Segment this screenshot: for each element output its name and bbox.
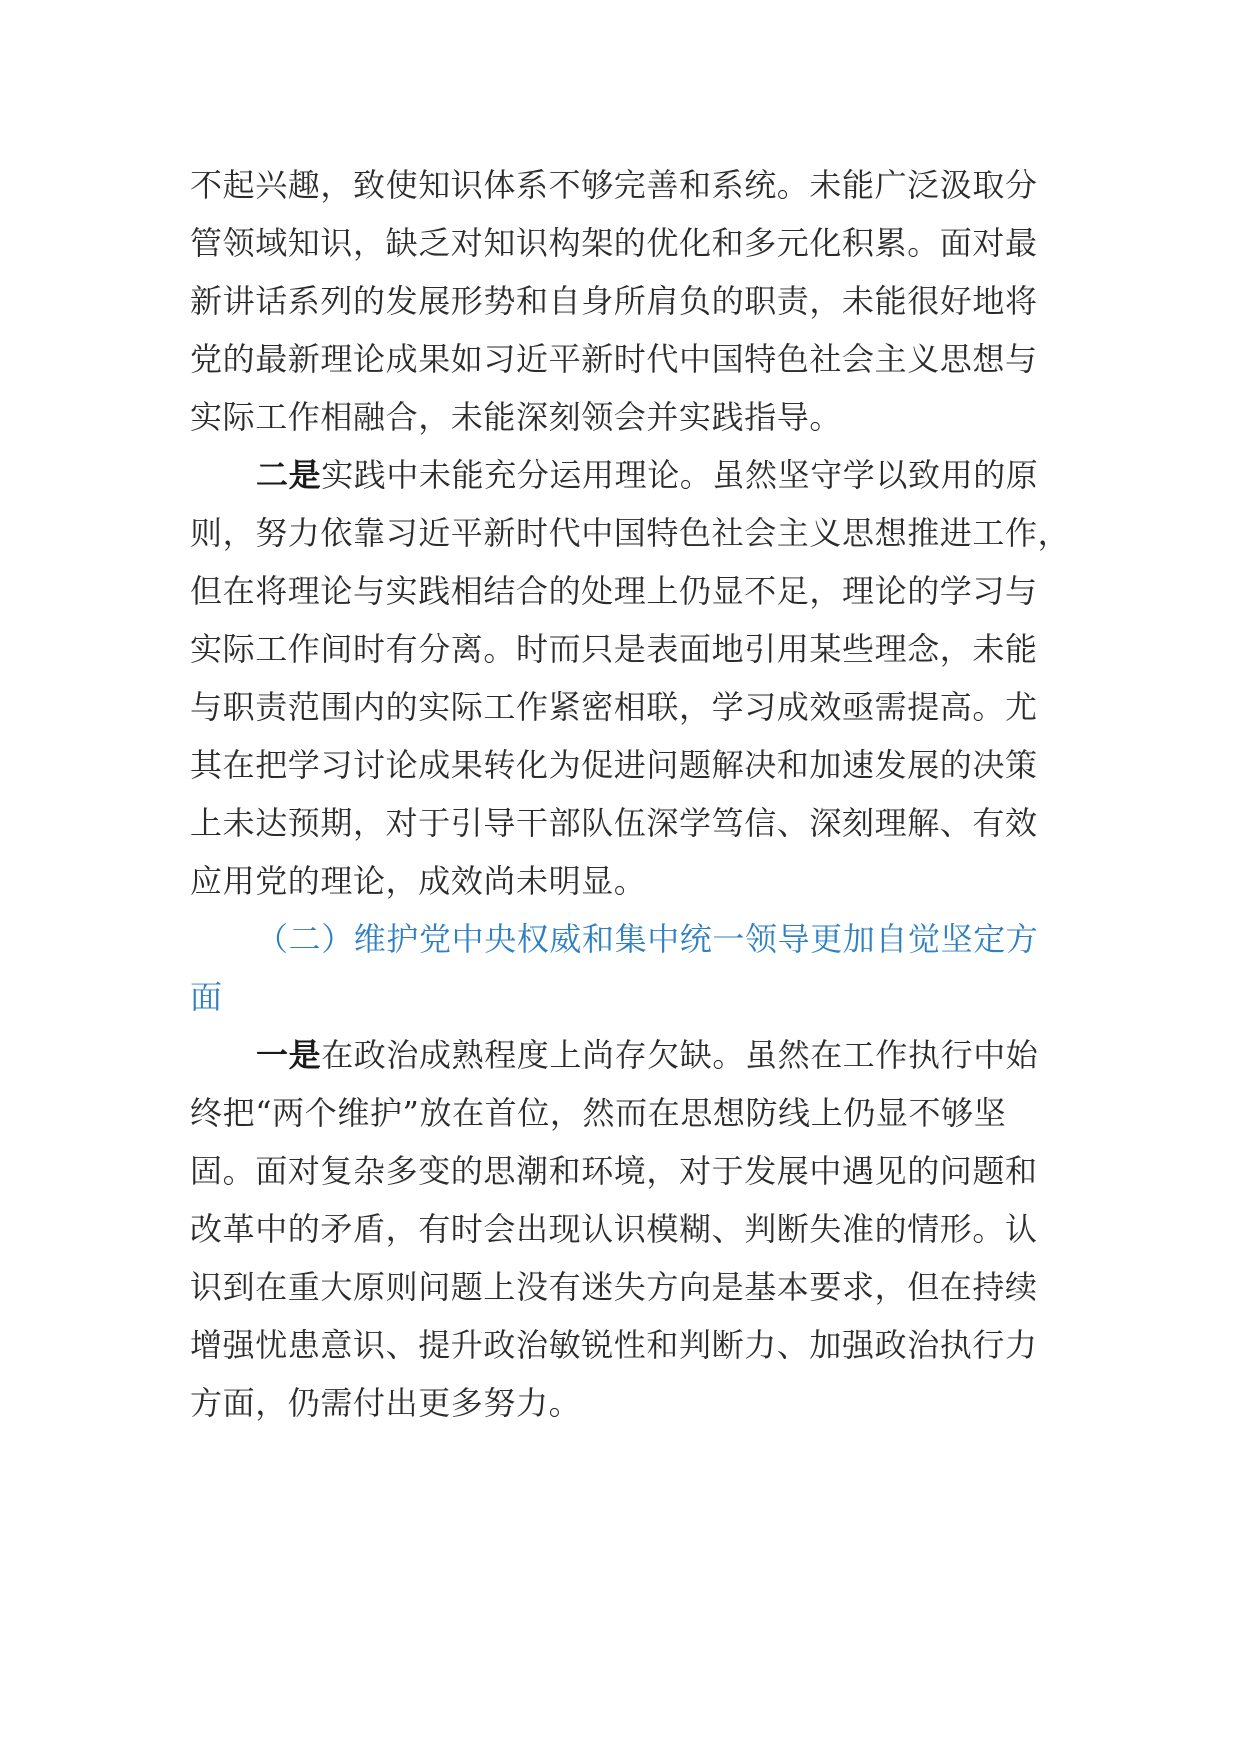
- section-heading-line2: 面: [190, 978, 223, 1016]
- paragraph1-line: 不起兴趣，致使知识体系不够完善和系统。未能广泛汲取分: [190, 166, 1038, 204]
- paragraph3-first-line-text: 在政治成熟程度上尚存欠缺。虽然在工作执行中始: [321, 1036, 1039, 1074]
- paragraph3-line: 改革中的矛盾，有时会出现认识模糊、判断失准的情形。认: [190, 1210, 1038, 1248]
- paragraph3-line: 固。面对复杂多变的思潮和环境，对于发展中遇见的问题和: [190, 1152, 1038, 1190]
- paragraph3-first-line: [256, 1035, 1038, 1075]
- paragraph3-line: 增强忧患意识、提升政治敏锐性和判断力、加强政治执行力: [190, 1326, 1038, 1364]
- paragraph1-line: 党的最新理论成果如习近平新时代中国特色社会主义思想与: [190, 340, 1038, 378]
- section-heading-line1: （二）维护党中央权威和集中统一领导更加自觉坚定方: [256, 920, 1039, 958]
- paragraph2-line: 应用党的理论，成效尚未明显。: [190, 862, 647, 900]
- paragraph2-line: 则，努力依靠习近平新时代中国特色社会主义思想推进工作，: [190, 514, 1071, 552]
- paragraph2-first-line: [256, 455, 1038, 495]
- paragraph2-line: 但在将理论与实践相结合的处理上仍显不足，理论的学习与: [190, 572, 1038, 610]
- paragraph3-line: 终把“两个维护”放在首位，然而在思想防线上仍显不够坚: [190, 1094, 1007, 1132]
- paragraph2-first-line-text: 实践中未能充分运用理论。虽然坚守学以致用的原: [321, 456, 1039, 494]
- paragraph2-line: 实际工作间时有分离。时而只是表面地引用某些理念，未能: [190, 630, 1038, 668]
- paragraph2-line: 与职责范围内的实际工作紧密相联，学习成效亟需提高。尤: [190, 688, 1038, 726]
- paragraph1-line: 管领域知识，缺乏对知识构架的优化和多元化积累。面对最: [190, 224, 1038, 262]
- paragraph3-line: 方面，仍需付出更多努力。: [190, 1384, 582, 1422]
- paragraph3-lead: 一是: [256, 1036, 322, 1074]
- paragraph1-line: 新讲话系列的发展形势和自身所肩负的职责，未能很好地将: [190, 282, 1038, 320]
- paragraph2-line: 其在把学习讨论成果转化为促进问题解决和加速发展的决策: [190, 746, 1038, 784]
- paragraph3-line: 识到在重大原则问题上没有迷失方向是基本要求，但在持续: [190, 1268, 1038, 1306]
- paragraph2-lead: 二是: [256, 456, 322, 494]
- paragraph1-line: 实际工作相融合，未能深刻领会并实践指导。: [190, 398, 843, 436]
- paragraph2-line: 上未达预期，对于引导干部队伍深学笃信、深刻理解、有效: [190, 804, 1038, 842]
